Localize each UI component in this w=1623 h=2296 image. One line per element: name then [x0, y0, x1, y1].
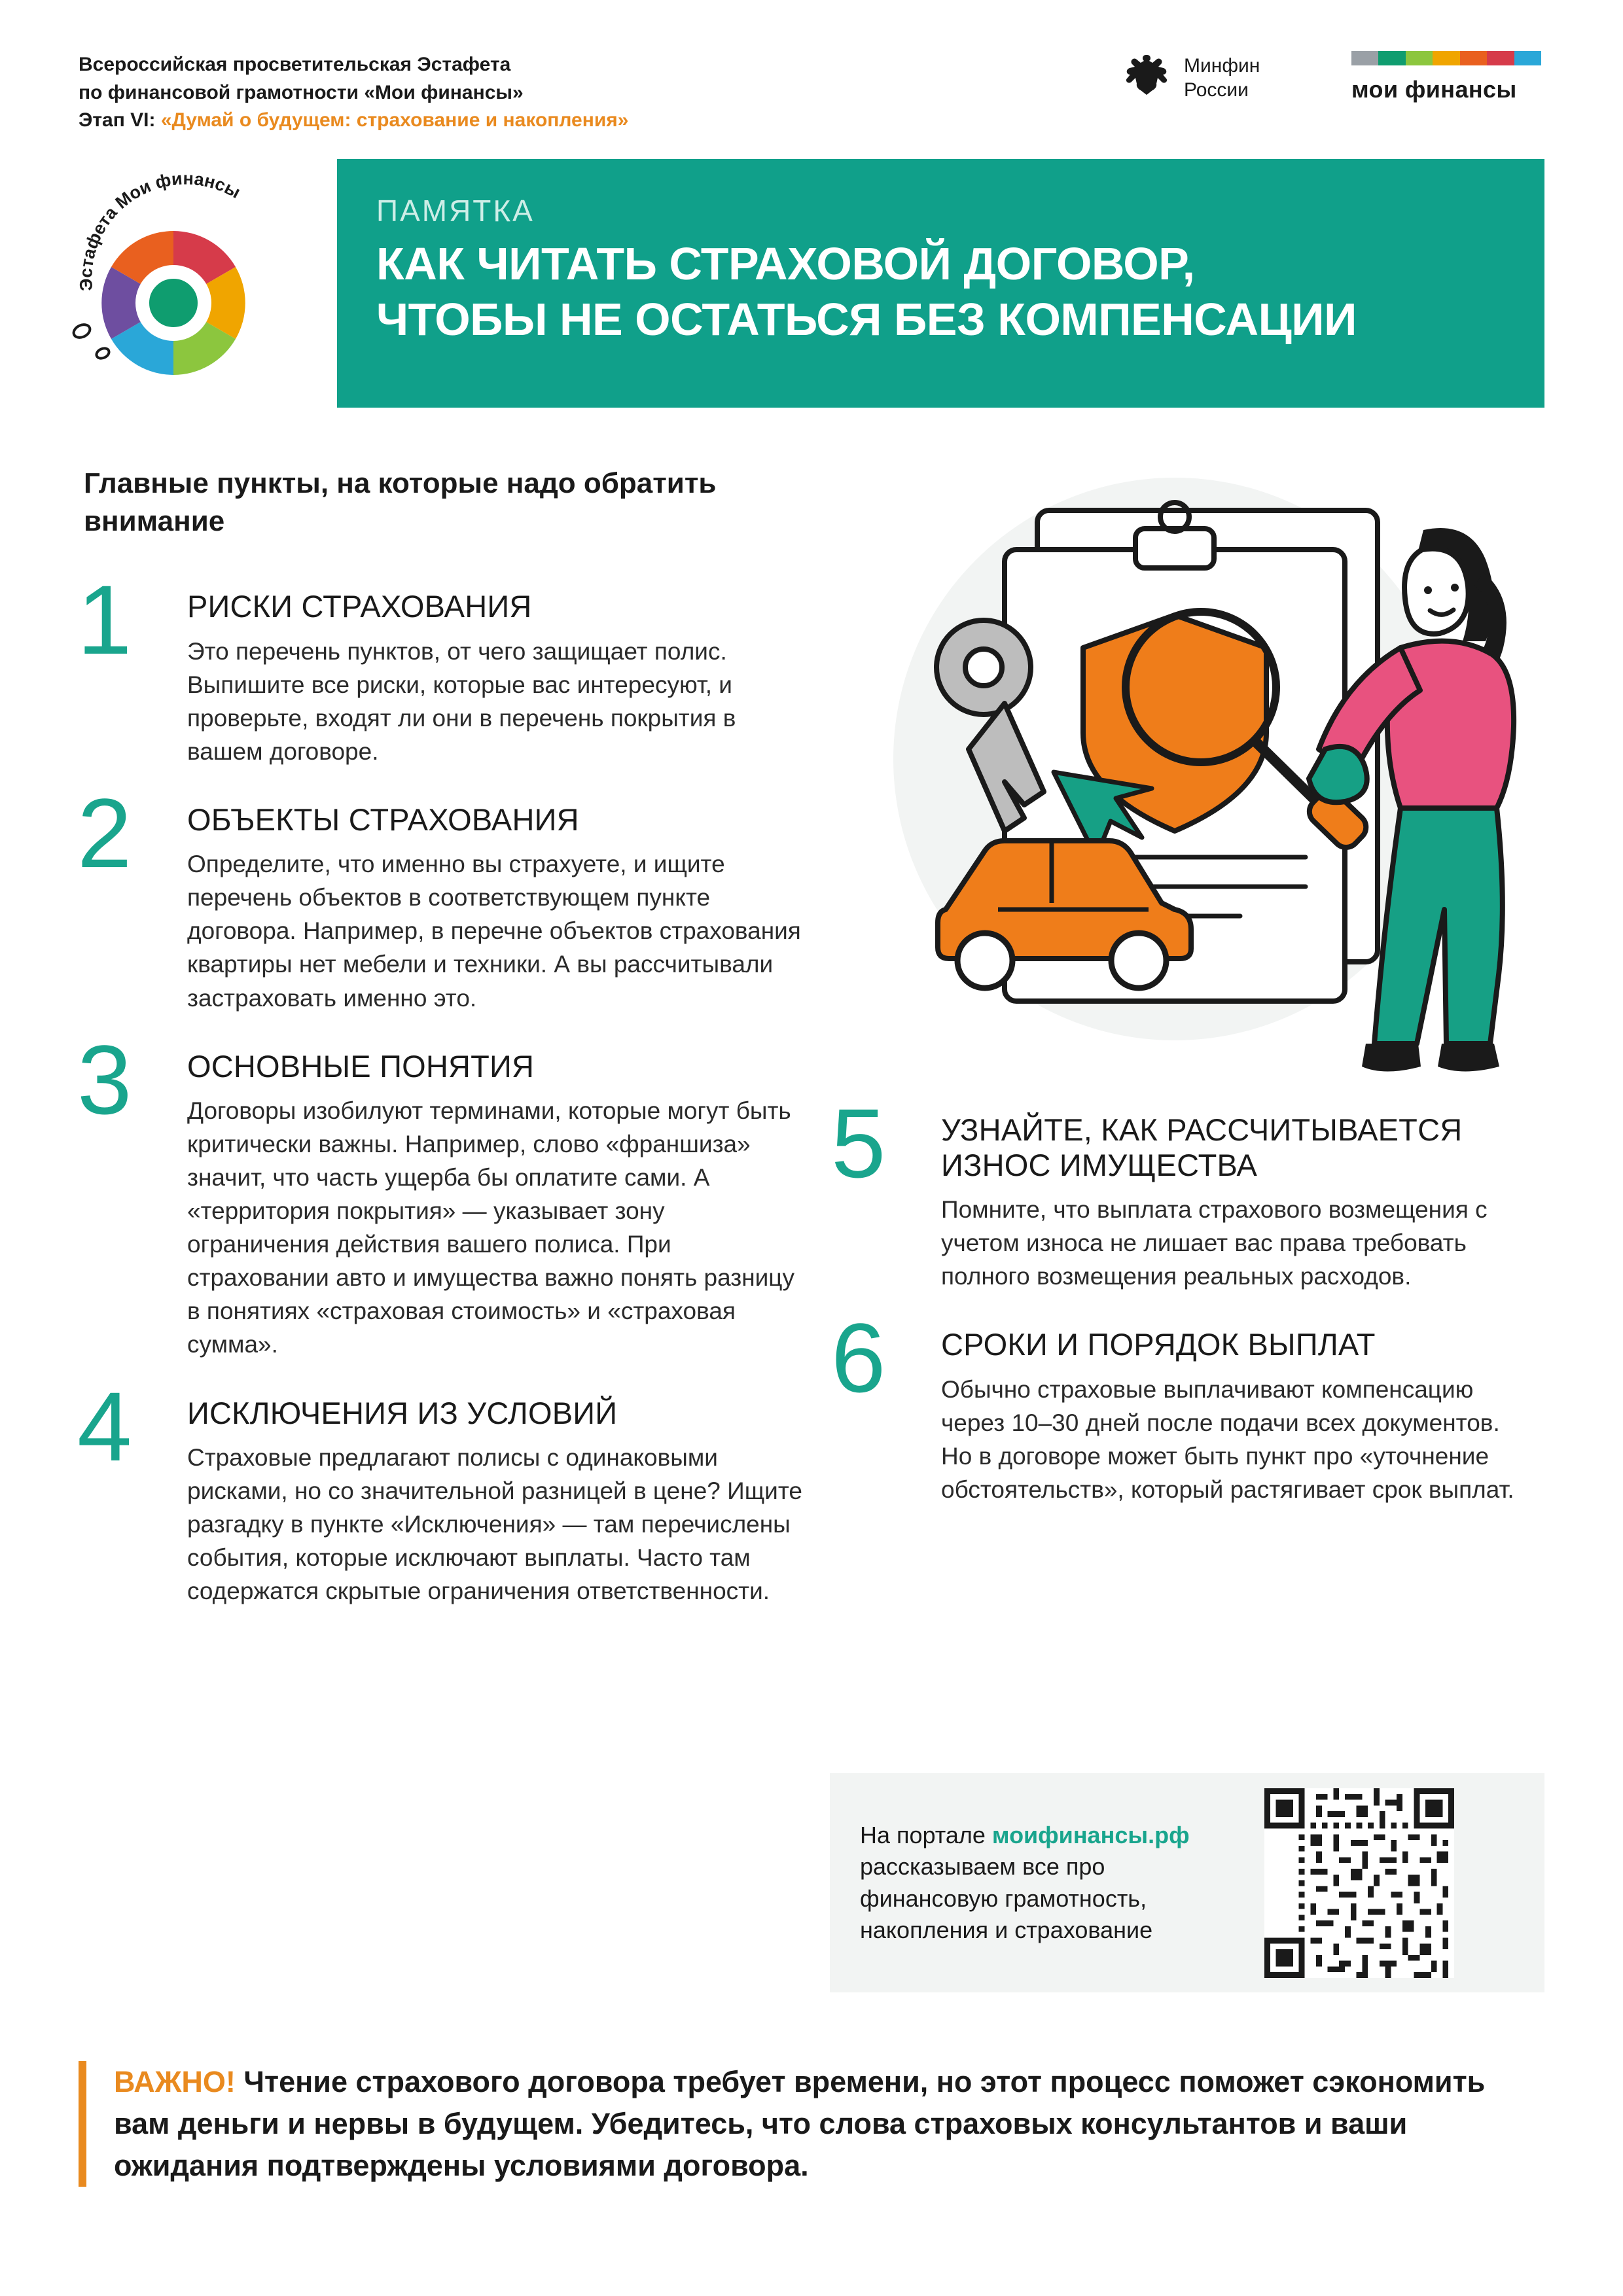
list-item [831, 1088, 1525, 1293]
item-title: СРОКИ И ПОРЯДОК ВЫПЛАТ [941, 1327, 1376, 1362]
minfin-line-2: России [1184, 79, 1249, 101]
campaign-line-1: Всероссийская просветительская Эстафета [79, 54, 511, 75]
item-number: 4 [77, 1371, 132, 1481]
stage-prefix: Этап VI: [79, 109, 161, 132]
top-bar [0, 0, 1623, 157]
list-item [77, 565, 810, 768]
item-title: ОСНОВНЫЕ ПОНЯТИЯ [187, 1048, 535, 1084]
minfin-line-1: Минфин [1184, 55, 1260, 77]
item-text: Определите, что именно вы страхуете, и ищите перечень объектов в соответствующем пункте договора. Например, в перечне объектов страхования квартиры нет мебели и техники. А вы рассчитывали застраховать именно это. [187, 851, 801, 1012]
item-title: УЗНАЙТЕ, КАК РАССЧИТЫВАЕТСЯ ИЗНОС ИМУЩЕСТВА [941, 1112, 1463, 1182]
portal-promo-box [830, 1773, 1544, 1992]
portal-site-link[interactable]: моифинансы.рф [991, 1822, 1190, 1849]
item-text: Обычно страховые выплачивают компенсацию через 10–30 дней после подачи всех документов. Но в договоре может быть пункт про «уточнение обстоятельств», который растягивает срок выплат. [941, 1375, 1514, 1504]
page-title-line-2: ЧТОБЫ НЕ ОСТАТЬСЯ БЕЗ КОМПЕНСАЦИИ [376, 294, 1357, 345]
moi-finansy-logo [1351, 51, 1541, 103]
portal-text [830, 1820, 1249, 1946]
logo-color-bars [1351, 51, 1541, 65]
double-headed-eagle-icon [1122, 51, 1169, 106]
list-item [77, 777, 810, 1015]
item-number: 3 [77, 1024, 132, 1135]
minfin-label [1184, 54, 1260, 102]
illustration-insurance-contract [808, 451, 1580, 1093]
items-left-column [77, 565, 810, 1642]
list-item [77, 1371, 810, 1608]
header-banner [337, 159, 1544, 408]
stage-title: «Думай о будущем: страхование и накопления» [160, 109, 629, 132]
important-label: ВАЖНО! [114, 2065, 236, 2098]
item-text: Это перечень пунктов, от чего защищает полис. Выпишите все риски, которые вас интересуют, и проверьте, входят ли они в перечень покрытия в вашем договоре. [187, 637, 736, 765]
estafeta-logo [62, 162, 330, 404]
campaign-line-2: по финансовой грамотности «Мои финансы» [79, 81, 524, 103]
item-text: Страховые предлагают полисы с одинаковыми рисками, но со значительной разницей в цене? Ищите разгадку в пункте «Исключения» — там перечислены события, которые исключают выплаты. Часто там содержатся скрытые ограничения ответственности. [187, 1444, 802, 1605]
minfin-logo [1122, 51, 1260, 106]
item-number: 2 [77, 777, 132, 888]
item-text: Помните, что выплата страхового возмещения с учетом износа не лишает вас права требовать полного возмещения реальных расходов. [941, 1196, 1488, 1290]
banner-kicker: ПАМЯТКА [376, 194, 535, 228]
campaign-title [79, 51, 628, 135]
logo-wordmark: мои финансы [1351, 76, 1517, 103]
portal-rest: рассказываем все про финансовую грамотность, накопления и страхование [860, 1853, 1153, 1943]
portal-prefix: На портале [860, 1822, 992, 1849]
item-title: ОБЪЕКТЫ СТРАХОВАНИЯ [187, 802, 579, 837]
item-text: Договоры изобилуют терминами, которые могут быть критически важны. Например, слово «франшиза» значит, что часть ущерба бы оплатите сами. А «территория покрытия» — указывает зону ограничения действия вашего полиса. При страховании авто и имущества важно понять разницу в понятиях «страховая стоимость» и «страховая сумма». [187, 1097, 794, 1358]
svg-text:Эстафета Мои финансы: Эстафета Мои финансы [76, 168, 244, 292]
page-title-line-1: КАК ЧИТАТЬ СТРАХОВОЙ ДОГОВОР, [376, 238, 1195, 289]
campaign-stage [79, 107, 628, 135]
important-note [79, 2061, 1544, 2187]
list-item [77, 1024, 810, 1362]
item-number: 1 [77, 565, 132, 675]
qr-code-icon[interactable] [1251, 1788, 1467, 1978]
item-number: 6 [831, 1303, 886, 1413]
page-title [376, 236, 1528, 348]
lead-text: Главные пункты, на которые надо обратить внимание [84, 467, 717, 538]
important-body: Чтение страхового договора требует времени, но этот процесс поможет сэкономить вам деньги и нервы в будущем. Убедитесь, что слова страховых консультантов и ваши ожидания подтверждены условиями договора. [114, 2065, 1486, 2182]
item-title: ИСКЛЮЧЕНИЯ ИЗ УСЛОВИЙ [187, 1395, 618, 1430]
item-title: РИСКИ СТРАХОВАНИЯ [187, 589, 532, 624]
items-right-column [831, 1088, 1525, 1540]
important-note-text [114, 2061, 1544, 2187]
item-number: 5 [831, 1088, 886, 1198]
list-item [831, 1303, 1525, 1506]
